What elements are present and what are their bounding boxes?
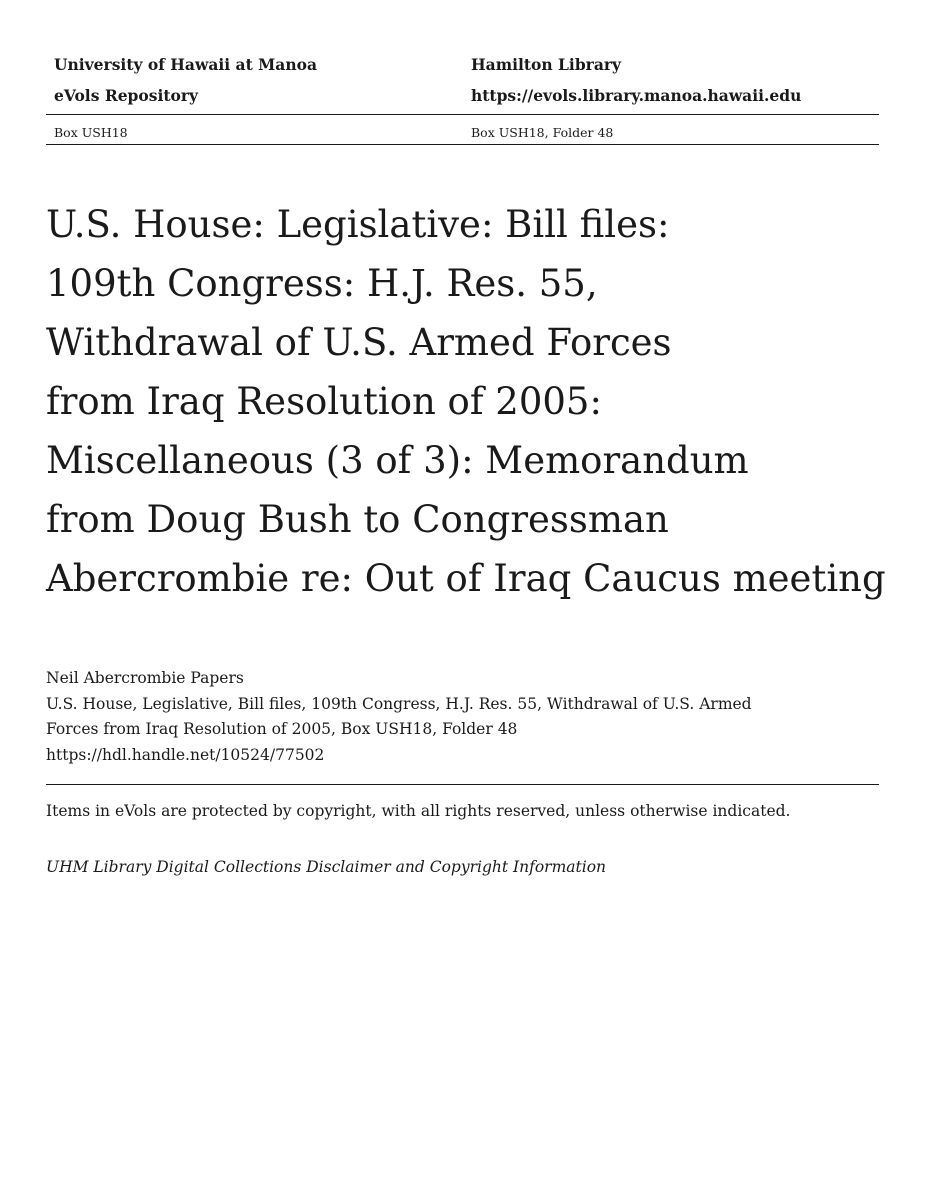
title-line: from Iraq Resolution of 2005: [46,380,602,423]
box-folder-label: Box USH18, Folder 48 [471,125,614,140]
description-line: U.S. House, Legislative, Bill files, 109th Congress, H.J. Res. 55, Withdrawal of U.S. Armed [46,694,752,713]
divider [46,784,879,785]
collection-name: Neil Abercrombie Papers [46,669,244,687]
rights-statement: Items in eVols are protected by copyright, with all rights reserved, unless otherwise indicated. [46,802,791,820]
title-line: Abercrombie re: Out of Iraq Caucus meeting [46,557,886,600]
cover-page [46,0,886,878]
header-top [46,0,879,115]
institution-name: University of Hawaii at Manoa [54,55,317,74]
title-line: U.S. House: Legislative: Bill files: [46,203,670,246]
disclaimer-link[interactable]: UHM Library Digital Collections Disclaimer and Copyright Information [46,858,607,876]
description-line: Forces from Iraq Resolution of 2005, Box USH18, Folder 48 [46,720,518,738]
header-right [471,52,879,114]
document-metadata [46,666,879,768]
title-line: Miscellaneous (3 of 3): Memorandum [46,439,749,482]
title-line: from Doug Bush to Congressman [46,498,669,541]
header-sub [46,115,879,145]
repository-url[interactable]: https://evols.library.manoa.hawaii.edu [471,86,802,105]
header-left [46,52,471,114]
library-name: Hamilton Library [471,55,622,74]
title-line: Withdrawal of U.S. Armed Forces [46,321,672,364]
repository-name: eVols Repository [54,86,199,105]
title-line: 109th Congress: H.J. Res. 55, [46,262,598,305]
document-title [46,195,886,608]
handle-link[interactable]: https://hdl.handle.net/10524/77502 [46,745,325,764]
box-label: Box USH18 [54,125,128,140]
